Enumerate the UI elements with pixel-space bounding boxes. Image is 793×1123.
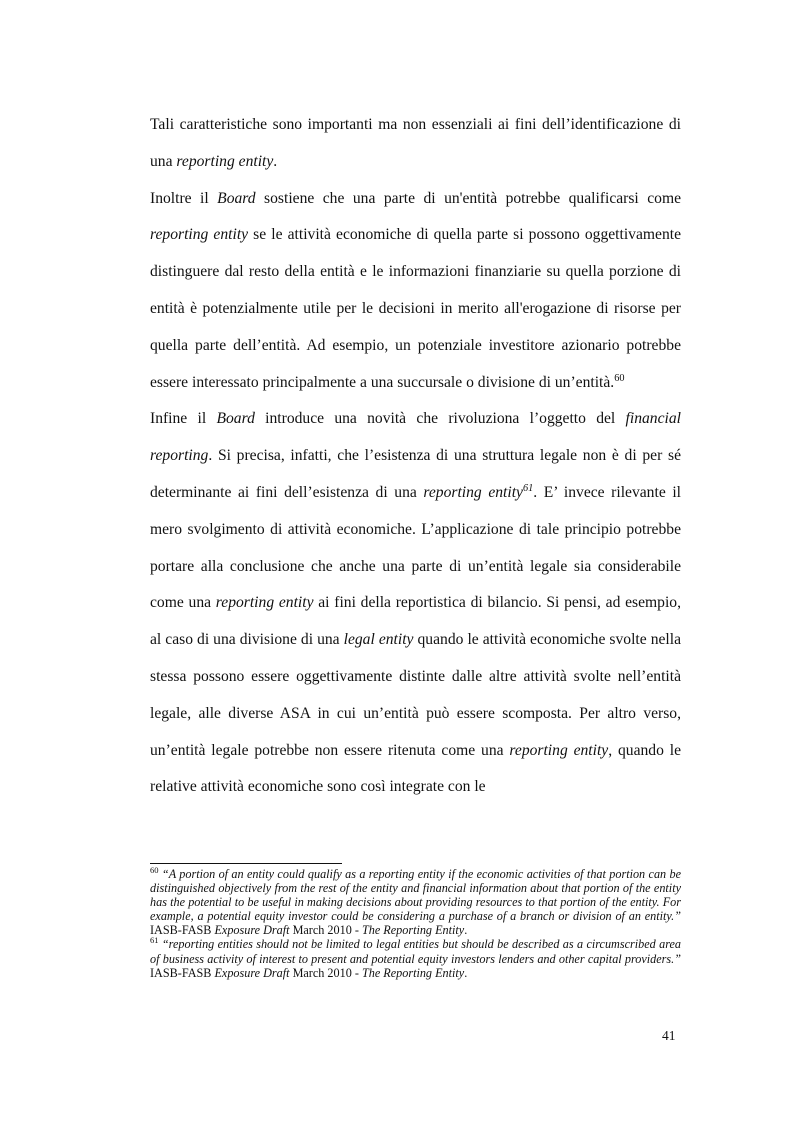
footnotes [150, 864, 682, 980]
footnote-number: 61 [150, 935, 159, 946]
footnote-61 [150, 937, 681, 979]
italic-term: Board [217, 189, 256, 207]
footnote-ref-61[interactable] [523, 483, 533, 494]
page-number: 41 [662, 1028, 676, 1043]
footnote-quote: “A portion of an entity could qualify as a reporting entity if the economic activities of that portion can be distinguished objectively from the rest of the entity and financial information about that portion of the entity has the potential to be useful in making decisions about providing resources to that portion of the entity. For example, a potential equity investor could be considering a purchase of a branch or division of an entity.” [150, 867, 682, 924]
footnote-source-italic: Exposure Draft [214, 923, 290, 938]
text-run: ai fini della reportistica di bilancio. Si pensi, ad esempio, al caso di una divisione di una [150, 594, 681, 649]
footnote-ref-60[interactable]: 60 [614, 372, 625, 384]
footnote-quote: “reporting entities should not be limited to legal entities but should be described as a circumscribed area of business activity of interest to present and potential equity investors lenders and other capital providers.” [150, 937, 681, 966]
footnote-number: 60 [150, 864, 159, 875]
footnote-source: IASB-FASB [150, 923, 215, 938]
footnote-source-italic: The Reporting Entity [361, 923, 465, 938]
text-run: , quando le relative attività economiche sono così integrate con le [150, 741, 681, 796]
italic-term: Board [216, 410, 255, 428]
italic-term: legal entity [343, 631, 414, 649]
body-text [150, 107, 681, 806]
footnote-separator [150, 863, 342, 864]
text-run: sostiene che una parte di un'entità potrebbe qualificarsi come [255, 189, 681, 207]
italic-term: reporting entity [150, 226, 249, 244]
italic-term: reporting entity [215, 594, 314, 612]
paragraph-3 [150, 401, 681, 806]
italic-term: financial reporting [150, 410, 681, 465]
italic-term: reporting entity [423, 483, 523, 501]
footnote-60 [150, 864, 682, 938]
text-run: introduce una novità che rivoluziona l’oggetto del [254, 410, 626, 428]
text-run: se le attività economiche di quella parte si possono oggettivamente distinguere dal resto della entità e le informazioni finanziarie su quella porzione di entità è potenzialmente utile per le decisioni in merito all'erogazione di risorse per quella parte dell’entità. Ad esempio, un potenziale investitore azionario potrebbe essere interessato principalmente a una succursale o divisione di un’entità. [150, 226, 681, 391]
text-run: quando le attività economiche svolte nella stessa possono essere oggettivamente distinte dalle altre attività svolte nell’entità legale, alle diverse ASA in cui un’entità può essere scomposta. Per altro verso, un’entità legale potrebbe non essere ritenuta come una [150, 631, 681, 759]
footnote-source-italic: Exposure Draft [214, 965, 290, 980]
footnote-source: . [464, 965, 468, 980]
text-run: Inoltre il [150, 189, 218, 207]
text-run: . [273, 152, 278, 170]
footnote-source: . [464, 923, 468, 938]
paragraph-2 [150, 181, 681, 402]
paragraph-1 [150, 107, 681, 181]
footnote-source: IASB-FASB [150, 965, 215, 980]
text-run: Infine il [150, 410, 217, 428]
text-run: . E’ invece rilevante il mero svolgimento di attività economiche. L’applicazione di tale principio potrebbe portare alla conclusione che anche una parte di un’entità legale sia considerabile come una [150, 483, 681, 612]
text-run: Tali caratteristiche sono importanti ma non essenziali ai fini dell’identificazione di una [150, 116, 681, 170]
footnote-source: March 2010 - [289, 923, 362, 938]
italic-term: reporting entity [176, 152, 274, 170]
text-run: . Si precisa, infatti, che l’esistenza di una struttura legale non è di per sé determinante ai fini dell’esistenza di una [150, 447, 681, 501]
footnote-source-italic: The Reporting Entity [361, 965, 465, 980]
footnote-ref-61-number: 61 [522, 482, 534, 494]
italic-term: reporting entity [509, 741, 609, 759]
footnote-source: March 2010 - [289, 965, 362, 980]
